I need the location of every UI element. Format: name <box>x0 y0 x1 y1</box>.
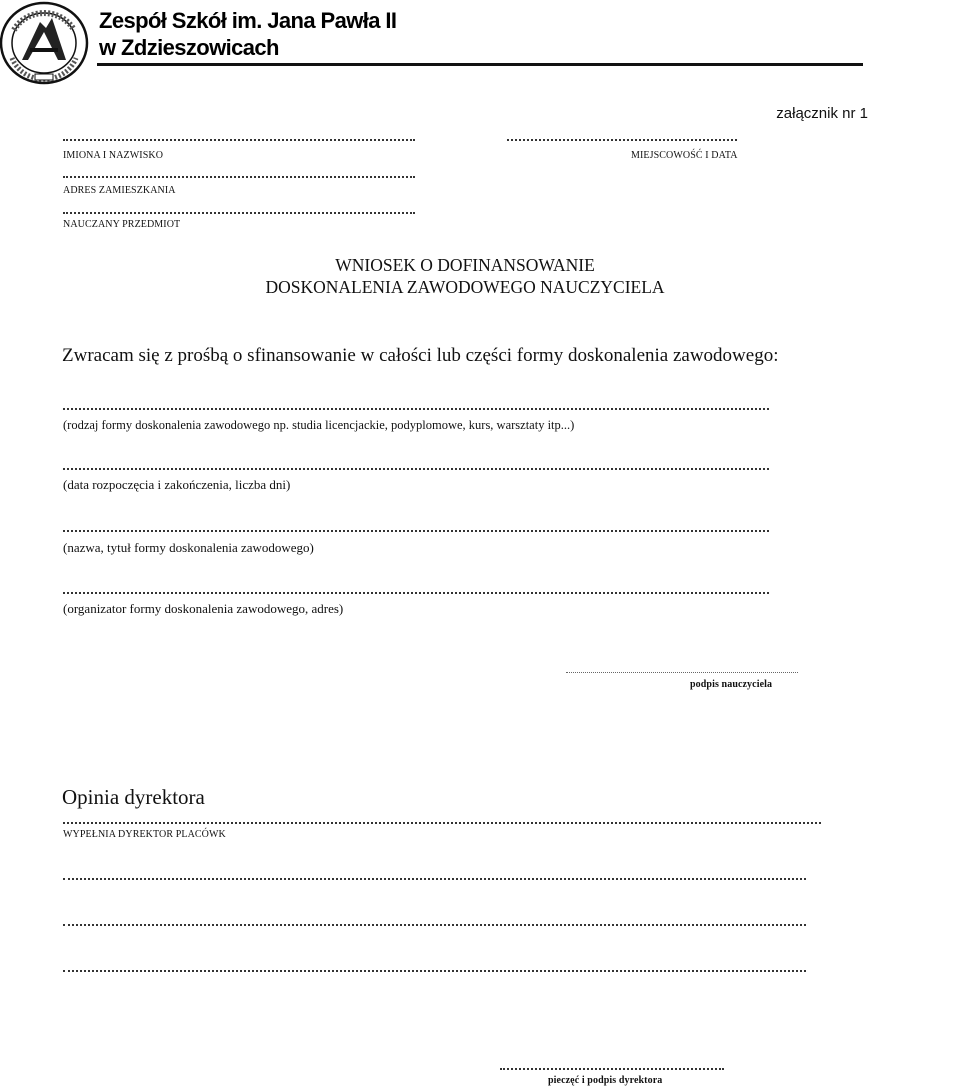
name-field-label: IMIONA I NAZWISKO <box>63 150 164 161</box>
subject-fill-line[interactable] <box>63 212 415 214</box>
director-opinion-fill-line-2[interactable] <box>63 878 806 880</box>
director-fill-label: WYPEŁNIA DYREKTOR PLACÓWK <box>63 829 226 840</box>
school-name-line1: Zespół Szkół im. Jana Pawła II <box>99 8 397 33</box>
training-title-fill-line[interactable] <box>63 530 769 532</box>
director-stamp-fill-line[interactable] <box>500 1068 724 1070</box>
director-opinion-fill-line-4[interactable] <box>63 970 806 972</box>
annex-label: załącznik nr 1 <box>776 105 868 122</box>
place-date-fill-line[interactable] <box>507 139 737 141</box>
teacher-signature-label: podpis nauczyciela <box>690 679 773 690</box>
training-dates-fill-line[interactable] <box>63 468 769 470</box>
request-text: Zwracam się z prośbą o sfinansowanie w całości lub części formy doskonalenia zawodowego: <box>62 345 779 366</box>
school-logo-seal <box>0 0 92 86</box>
name-fill-line[interactable] <box>63 139 415 141</box>
form-title-line1: WNIOSEK O DOFINANSOWANIE <box>335 255 595 275</box>
director-opinion-heading: Opinia dyrektora <box>62 785 205 809</box>
training-organizer-fill-line[interactable] <box>63 592 769 594</box>
director-opinion-fill-line-1[interactable] <box>63 822 821 824</box>
training-dates-label: (data rozpoczęcia i zakończenia, liczba dni) <box>63 477 291 492</box>
header-rule <box>97 63 863 66</box>
form-title-line2: DOSKONALENIA ZAWODOWEGO NAUCZYCIELA <box>265 277 665 297</box>
subject-field-label: NAUCZANY PRZEDMIOT <box>63 219 181 230</box>
teacher-signature-fill-line[interactable] <box>566 672 798 673</box>
training-type-label: (rodzaj formy doskonalenia zawodowego np. studia licencjackie, podyplomowe, kurs, warsztaty itp...) <box>63 418 575 432</box>
training-type-fill-line[interactable] <box>63 408 769 410</box>
director-stamp-label: pieczęć i podpis dyrektora <box>548 1075 663 1086</box>
training-organizer-label: (organizator formy doskonalenia zawodowego, adres) <box>63 601 344 616</box>
address-field-label: ADRES ZAMIESZKANIA <box>63 185 176 196</box>
place-date-field-label: MIEJSCOWOŚĆ I DATA <box>631 150 738 161</box>
training-title-label: (nazwa, tytuł formy doskonalenia zawodowego) <box>63 540 314 555</box>
director-opinion-fill-line-3[interactable] <box>63 924 806 926</box>
school-name-line2: w Zdzieszowicach <box>99 35 279 60</box>
address-fill-line[interactable] <box>63 176 415 178</box>
